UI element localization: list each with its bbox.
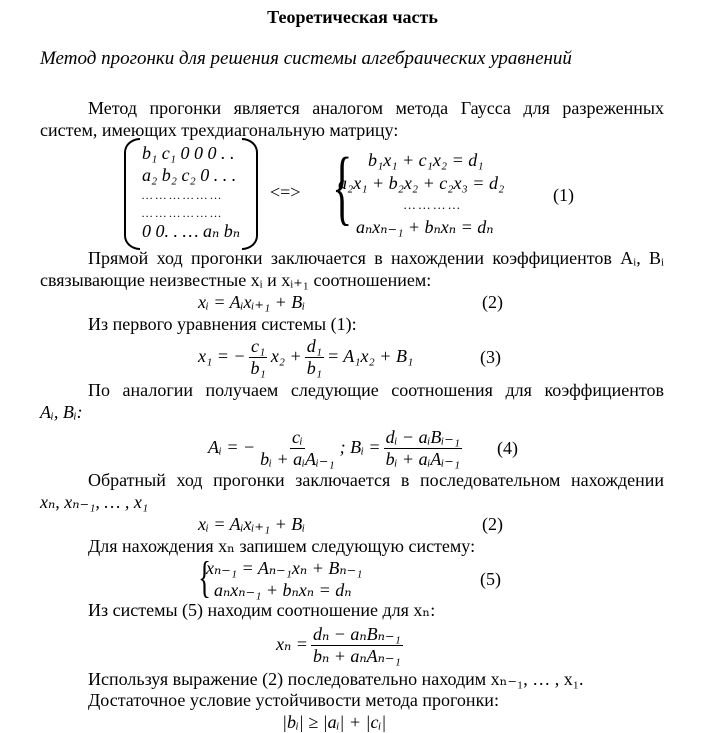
system-row: aₙxₙ₋₁ + bₙxₙ = dₙ [356,217,494,237]
paragraph-line: связывающие неизвестные xᵢ и xᵢ₊₁ соотношением: [40,270,432,290]
subsection-heading: Метод прогонки для решения системы алгебраических уравнений [40,48,572,69]
matrix-row: b₁ c₁ 0 0 0 . . [142,143,235,163]
equation: |bᵢ| ≥ |aᵢ| + |cᵢ| [282,712,387,732]
section-title: Теоретическая часть [267,7,438,27]
system-row: a₂x₁ + b₂x₂ + c₂x₃ = d₂ [338,173,505,193]
matrix-row: 0 0. . … aₙ bₙ [142,221,241,241]
paragraph-line: Aᵢ, Bᵢ: [40,402,83,422]
equation: x₁ = − $\frac{\text{c₁}}{\text{b₁}}$ x₂ + $\frac{\text{d₁}}{\text{b₁}}$ = A₁x₂ + B₁ [198,336,414,379]
paragraph-line: Используя выражение (2) последовательно находим xₙ₋₁, … , x₁. [88,669,584,689]
system-row: b₁x₁ + c₁x₂ = d₁ [368,150,484,170]
matrix-row: … … … … … … [142,188,222,202]
system-brace: { [332,141,353,234]
paragraph-line: xₙ, xₙ₋₁, … , x₁ [40,492,149,512]
system-row: xₙ₋₁ = Aₙ₋₁xₙ + Bₙ₋₁ [206,558,363,578]
equation-number: (5) [480,569,501,589]
paragraph-line: Прямой ход прогонки заключается в нахождении коэффициентов Aᵢ, Bᵢ [88,248,664,268]
paragraph-line: Из первого уравнения системы (1): [88,314,357,334]
paragraph-line: По аналогии получаем следующие соотношения для коэффициентов [88,380,664,400]
matrix-row: a₂ b₂ c₂ 0 . . . [142,165,237,185]
equation: xᵢ = Aᵢxᵢ₊₁ + Bᵢ [198,514,306,534]
equation-number: (1) [553,185,574,205]
paragraph-line: Достаточное условие устойчивости метода прогонки: [88,690,499,710]
equation: xᵢ = Aᵢxᵢ₊₁ + Bᵢ [198,292,306,312]
equation-number: (2) [482,514,503,534]
paragraph-line: систем, имеющих трехдиагональную матрицу: [40,120,399,140]
equation-number: (4) [497,438,518,458]
equation: xₙ = $\frac{\text{dₙ − aₙBₙ₋₁}}{\text{bₙ + aₙAₙ₋₁}}$ [276,624,401,667]
system-row: aₙxₙ₋₁ + bₙxₙ = dₙ [214,580,352,600]
paragraph-line: Обратный ход прогонки заключается в последовательном нахождении [88,470,664,490]
matrix-row: … … … … … … [142,206,222,220]
system-brace: { [198,553,211,602]
paragraph-line: Метод прогонки является аналогом метода Гаусса для разреженных [88,98,664,118]
equation-number: (2) [482,292,503,312]
paragraph-line: Из системы (5) находим соотношение для xₙ: [88,600,436,620]
tridiagonal-matrix [124,138,258,246]
system-row: … … … … [404,197,460,212]
equivalence-sign: <=> [270,182,301,202]
paragraph-line: Для нахождения xₙ запишем следующую систему: [88,536,476,556]
equation: Aᵢ = − $\frac{\text{cᵢ}}{\text{bᵢ + aᵢAᵢ₋₁}}$ ; Bᵢ = $\frac{\text{dᵢ − aᵢBᵢ₋₁}}{\text{bᵢ + aᵢAᵢ₋₁}}$ [208,427,461,470]
equation-number: (3) [480,347,501,367]
